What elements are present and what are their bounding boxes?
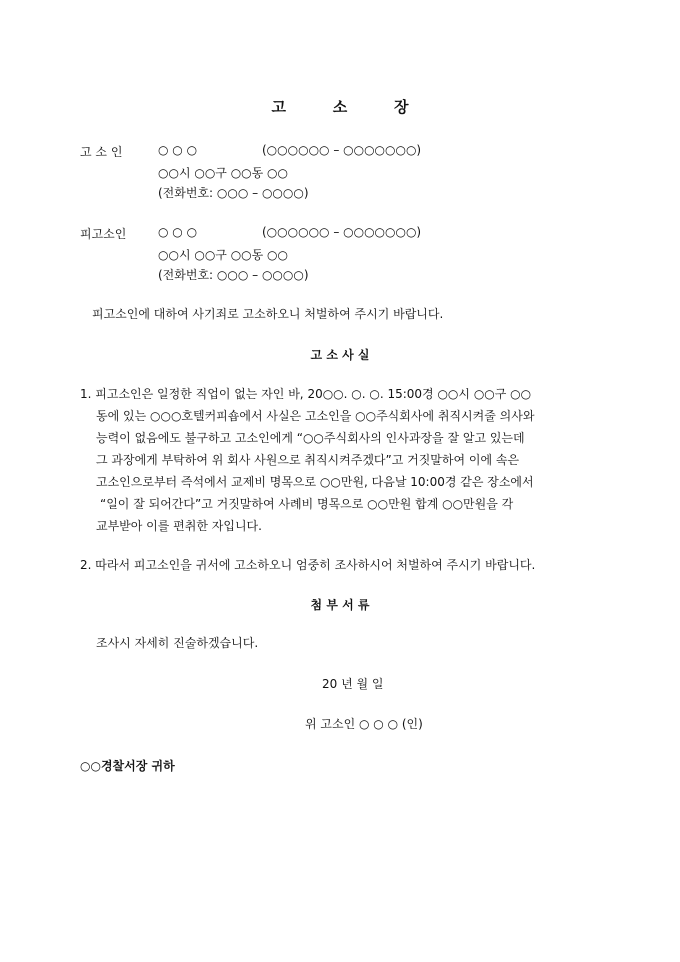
complainant-name: ○ ○ ○ bbox=[158, 143, 198, 157]
accused-rrn: (○○○○○○ – ○○○○○○○) bbox=[262, 225, 422, 239]
accused-label: 피고소인 bbox=[80, 227, 127, 241]
title-char-1: 고 bbox=[271, 98, 287, 116]
fact-1-line-2: 동에 있는 ○○○호텔커피숍에서 사실은 고소인을 ○○주식회사에 취직시켜줄 의사와 bbox=[96, 409, 535, 423]
document-date: 20 년 월 일 bbox=[322, 677, 384, 691]
accused-phone: (전화번호: ○○○ – ○○○○) bbox=[158, 268, 309, 282]
intro-text: 피고소인에 대하여 사기죄로 고소하오니 처벌하여 주시기 바랍니다. bbox=[92, 307, 444, 321]
fact-1-line-7: 교부받아 이를 편취한 자입니다. bbox=[96, 519, 262, 533]
complainant-phone: (전화번호: ○○○ – ○○○○) bbox=[158, 186, 309, 200]
fact-1-line-4: 그 과장에게 부탁하여 위 회사 사원으로 취직시켜주겠다”고 거짓말하여 이에 속은 bbox=[96, 453, 520, 467]
complainant-label: 고 소 인 bbox=[80, 145, 123, 159]
complainant-address: ○○시 ○○구 ○○동 ○○ bbox=[158, 166, 288, 180]
fact-2-line-1: 2. 따라서 피고소인을 귀서에 고소하오니 엄중히 조사하시어 처벌하여 주시기 바랍니다. bbox=[80, 558, 536, 572]
fact-1-line-3: 능력이 없음에도 불구하고 고소인에게 “○○주식회사의 인사과장을 잘 알고 있는데 bbox=[96, 431, 525, 445]
complainant-rrn: (○○○○○○ – ○○○○○○○) bbox=[262, 143, 422, 157]
signer-line: 위 고소인 ○ ○ ○ (인) bbox=[305, 717, 423, 731]
attachments-heading: 첨 부 서 류 bbox=[310, 598, 370, 612]
attachments-text: 조사시 자세히 진술하겠습니다. bbox=[96, 636, 259, 650]
fact-1-line-1: 1. 피고소인은 일정한 직업이 없는 자인 바, 20○○. ○. ○. 15:00경 ○○시 ○○구 ○○ bbox=[80, 387, 532, 401]
document-title bbox=[0, 96, 680, 117]
facts-heading: 고 소 사 실 bbox=[310, 348, 370, 362]
title-char-3: 장 bbox=[393, 98, 409, 116]
fact-1-line-6: “일이 잘 되어간다”고 거짓말하여 사례비 명목으로 ○○만원 합계 ○○만원을 각 bbox=[100, 497, 514, 511]
title-char-2: 소 bbox=[332, 98, 348, 116]
recipient-line: ○○경찰서장 귀하 bbox=[80, 759, 175, 773]
fact-1-line-5: 고소인으로부터 즉석에서 교제비 명목으로 ○○만원, 다음날 10:00경 같은 장소에서 bbox=[96, 475, 534, 489]
accused-address: ○○시 ○○구 ○○동 ○○ bbox=[158, 248, 288, 262]
accused-name: ○ ○ ○ bbox=[158, 225, 198, 239]
